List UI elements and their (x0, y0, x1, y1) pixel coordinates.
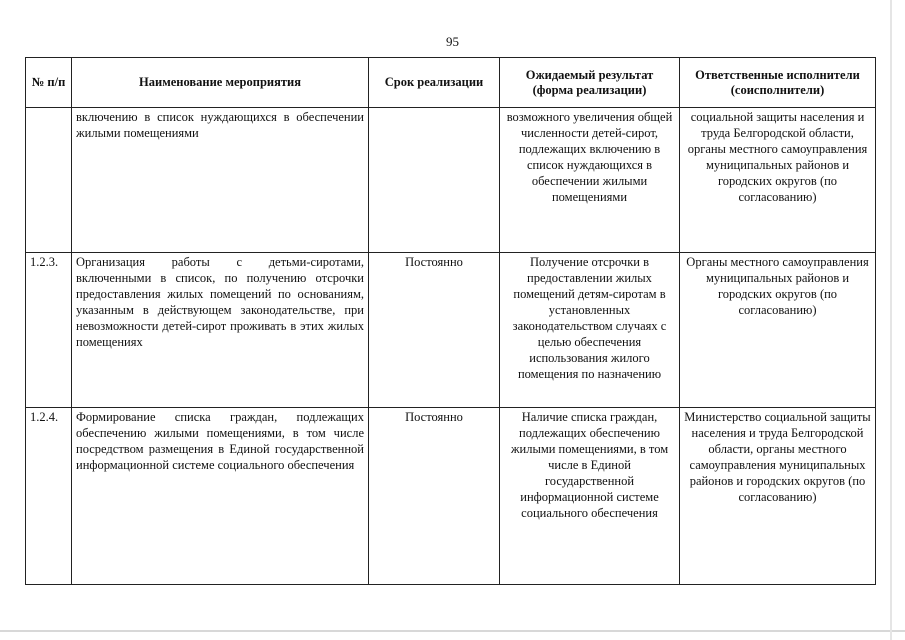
header-num: № п/п (26, 58, 72, 108)
row-name: Формирование списка граждан, подлежащих обеспечению жилыми помещениями, в том числе посредством размещения в Единой государственной информационной системе социального обеспечения (72, 408, 369, 585)
row-responsible: социальной защиты населения и труда Белгородской области, органы местного самоуправления муниципальных районов и городских округов (по согласованию) (680, 108, 876, 253)
row-term (369, 108, 500, 253)
row-result: Наличие списка граждан, подлежащих обеспечению жилыми помещениями, в том числе в Единой государственной информационной системе социального обеспечения (500, 408, 680, 585)
table-row (26, 408, 876, 585)
row-result: возможного увеличения общей численности детей-сирот, подлежащих включению в список нуждающихся в обеспечении жилыми помещениями (500, 108, 680, 253)
row-num: 1.2.3. (26, 253, 72, 408)
row-responsible: Органы местного самоуправления муниципальных районов и городских округов (по согласованию) (680, 253, 876, 408)
header-responsible: Ответственные исполнители (соисполнители) (680, 58, 876, 108)
row-name: Организация работы с детьми-сиротами, включенными в список, по получению отсрочки предоставления жилых помещений по основаниям, указанным в действующем законодательстве, при невозможности детей-сирот проживать в этих жилых помещениях (72, 253, 369, 408)
table-row (26, 253, 876, 408)
row-responsible: Министерство социальной защиты населения и труда Белгородской области, органы местного самоуправления муниципальных районов и городских округов (по согласованию) (680, 408, 876, 585)
row-name: включению в список нуждающихся в обеспечении жилыми помещениями (72, 108, 369, 253)
scan-edge-right (890, 0, 892, 640)
row-term: Постоянно (369, 408, 500, 585)
table-header-row (26, 58, 876, 108)
row-num (26, 108, 72, 253)
header-name: Наименование мероприятия (72, 58, 369, 108)
scan-edge-bottom (0, 630, 905, 632)
header-term: Срок реализации (369, 58, 500, 108)
table-row (26, 108, 876, 253)
plan-table (25, 57, 876, 585)
page-number: 95 (446, 34, 459, 49)
row-result: Получение отсрочки в предоставлении жилых помещений детям-сиротам в установленных законодательством случаях с целью обеспечения использования жилого помещения по назначению (500, 253, 680, 408)
header-result: Ожидаемый результат (форма реализации) (500, 58, 680, 108)
row-term: Постоянно (369, 253, 500, 408)
row-num: 1.2.4. (26, 408, 72, 585)
